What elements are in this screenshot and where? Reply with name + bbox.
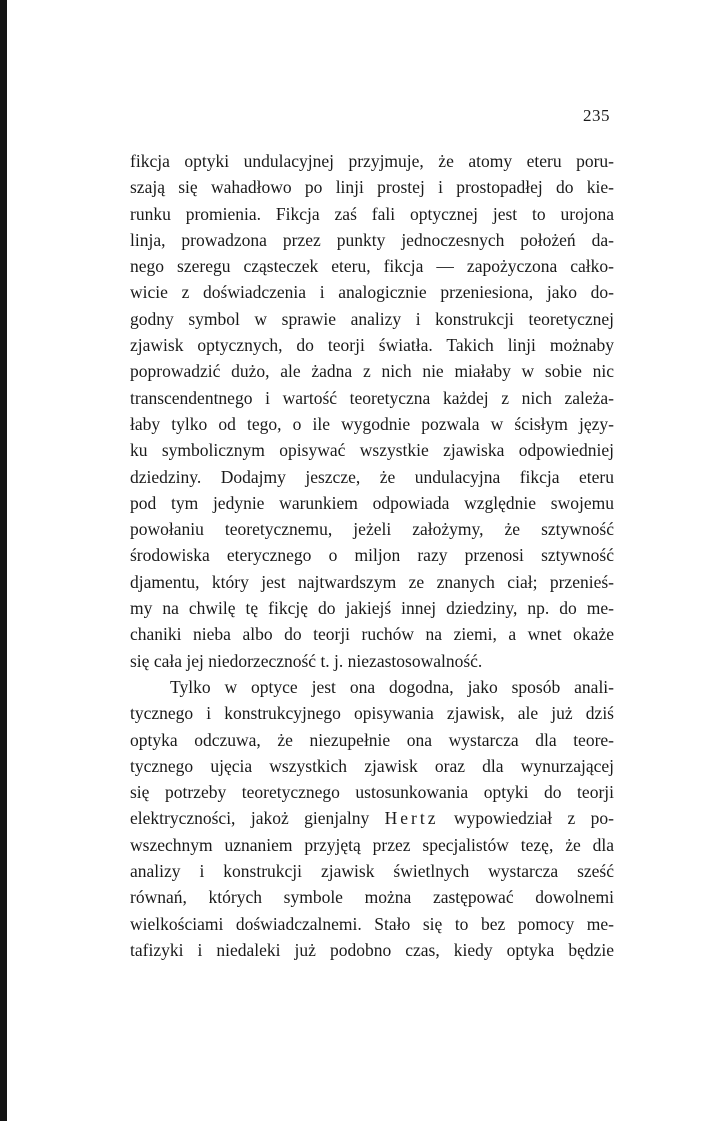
name-hertz: Hertz	[384, 808, 439, 829]
text-line: wicie z doświadczenia i analogicznie przeniesiona, jako do-	[130, 282, 614, 303]
text-segment: wypowiedział z po-	[438, 808, 614, 829]
text-line: ku symbolicznym opisywać wszystkie zjawiska odpowiedniej	[130, 440, 614, 461]
text-line: powołaniu teoretycznemu, jeżeli założymy, że sztywność	[130, 519, 614, 540]
text-line: wielkościami doświadczalnemi. Stało się to bez pomocy me-	[130, 913, 614, 934]
text-line: nego szeregu cząsteczek eteru, fikcja — zapożyczona całko-	[130, 256, 614, 277]
page-number: 235	[583, 106, 610, 125]
text-line: godny symbol w sprawie analizy i konstrukcji teoretycznej	[130, 308, 614, 329]
text-line: optyka odczuwa, że niezupełnie ona wystarcza dla teore-	[130, 729, 614, 750]
text-line: wszechnym uznaniem przyjętą przez specjalistów tezę, że dla	[130, 834, 614, 855]
text-line: tycznego ujęcia wszystkich zjawisk oraz dla wynurzającej	[130, 755, 614, 776]
paragraph-2	[130, 674, 614, 963]
text-line: analizy i konstrukcji zjawisk świetlnych wystarcza sześć	[130, 861, 614, 882]
text-line: tafizyki i niedaleki już podobno czas, kiedy optyka będzie	[130, 939, 614, 960]
text-line: Tylko w optyce jest ona dogodna, jako sposób anali-	[170, 676, 614, 697]
binding-edge	[0, 0, 7, 1121]
text-line-hertz	[130, 805, 614, 831]
text-line: fikcja optyki undulacyjnej przyjmuje, że atomy eteru poru-	[130, 151, 614, 171]
text-line: tycznego i konstrukcyjnego opisywania zjawisk, ale już dziś	[130, 703, 614, 724]
text-line: środowiska eterycznego o miljon razy przenosi sztywność	[130, 545, 614, 566]
text-line: runku promienia. Fikcja zaś fali optycznej jest to urojona	[130, 203, 614, 224]
text-line: zjawisk optycznych, do teorji światła. Takich linji możnaby	[130, 335, 614, 356]
text-line: łaby tylko od tego, o ile wygodnie pozwala w ścisłym języ-	[130, 413, 614, 434]
text-line: równań, których symbole można zastępować dowolnemi	[130, 887, 614, 908]
text-line: szają się wahadłowo po linji prostej i prostopadłej do kie-	[130, 177, 614, 198]
paragraph-1	[130, 148, 614, 674]
body-text	[130, 148, 614, 963]
text-line: się cała jej niedorzeczność t. j. niezastosowalność.	[130, 650, 483, 671]
text-line: linja, prowadzona przez punkty jednoczesnych położeń da-	[130, 229, 614, 250]
text-line: poprowadzić dużo, ale żadna z nich nie miałaby w sobie nic	[130, 361, 614, 382]
text-line: djamentu, który jest najtwardszym ze znanych ciał; przenieś-	[130, 571, 614, 592]
text-line: dziedziny. Dodajmy jeszcze, że undulacyjna fikcja eteru	[130, 466, 614, 487]
text-line: się potrzeby teoretycznego ustosunkowania optyki do teorji	[130, 782, 614, 803]
text-line: pod tym jedynie warunkiem odpowiada względnie swojemu	[130, 492, 614, 513]
text-line: my na chwilę tę fikcję do jakiejś innej dziedziny, np. do me-	[130, 598, 614, 619]
text-line: chaniki nieba albo do teorji ruchów na ziemi, a wnet okaże	[130, 624, 614, 645]
text-segment: elektryczności, jakoż gienjalny	[130, 808, 385, 829]
text-line: transcendentnego i wartość teoretyczna każdej z nich zależa-	[130, 387, 614, 408]
